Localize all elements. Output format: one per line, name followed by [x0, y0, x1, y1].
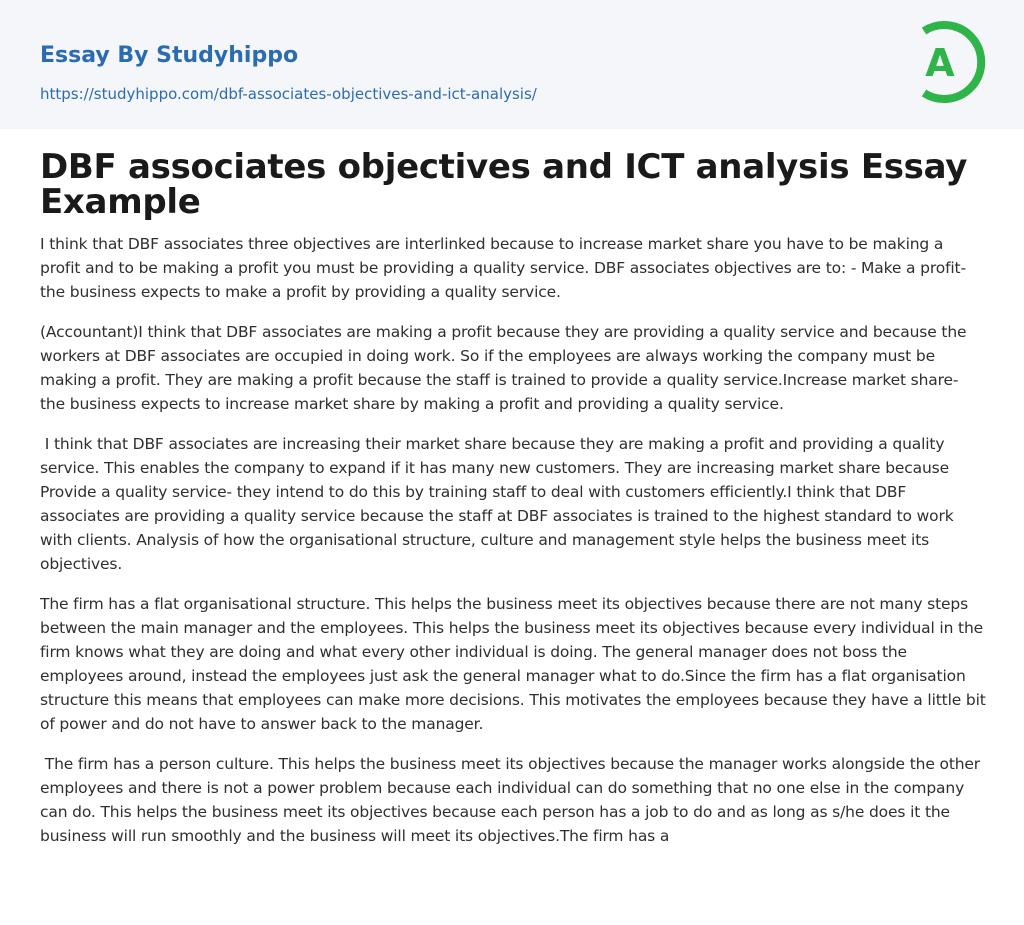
essay-paragraph-5: The firm has a person culture. This helps the business meet its objectives because the manager works alongside the other employees and there is not a power problem because each individual can do something that no one else in the company can do. This helps the business meet its objectives because each person has a job to do and as long as s/he does it the business will run smoothly and the business will meet its objectives.The firm has a — [40, 755, 985, 845]
site-title[interactable]: Essay By Studyhippo — [40, 43, 299, 68]
site-header — [0, 0, 1024, 129]
essay-body — [40, 232, 991, 848]
logo-letter: A — [925, 41, 955, 85]
essay-paragraph-3: I think that DBF associates are increasing their market share because they are making a profit and providing a quality service. This enables the company to expand if it has many new customers. They are increasing market share because Provide a quality service- they intend to do this by training staff to deal with customers efficiently.I think that DBF associates are providing a quality service because the staff at DBF associates is trained to the highest standard to work with clients. Analysis of how the organisational structure, culture and management style helps the business meet its objectives. — [40, 435, 959, 573]
essay-paragraph-4: The firm has a flat organisational structure. This helps the business meet its objectives because there are not many steps between the main manager and the employees. This helps the business meet its objectives because every individual in the firm knows what they are doing and what every other individual is doing. The general manager does not boss the employees around, instead the employees just ask the general manager what to do.Since the firm has a flat organisation structure this means that employees can make more decisions. This motivates the employees because they have a little bit of power and do not have to answer back to the manager. — [40, 595, 991, 733]
essay-url-link[interactable]: https://studyhippo.com/dbf-associates-objectives-and-ict-analysis/ — [40, 85, 537, 103]
essay-paragraph-2: (Accountant)I think that DBF associates are making a profit because they are providing a quality service and because the workers at DBF associates are occupied in doing work. So if the employees are always working the company must be making a profit. They are making a profit because the staff is trained to provide a quality service.Increase market share- the business expects to increase market share by making a profit and providing a quality service. — [40, 323, 972, 413]
essay-paragraph-1: I think that DBF associates three objectives are interlinked because to increase market share you have to be making a profit and to be making a profit you must be providing a quality service. DBF associates objectives are to: - Make a profit- the business expects to make a profit by providing a quality service. — [40, 235, 971, 301]
essay-content — [40, 147, 991, 864]
studyhippo-logo-icon[interactable] — [912, 19, 986, 105]
essay-title: DBF associates objectives and ICT analysis Essay Example — [40, 147, 968, 222]
